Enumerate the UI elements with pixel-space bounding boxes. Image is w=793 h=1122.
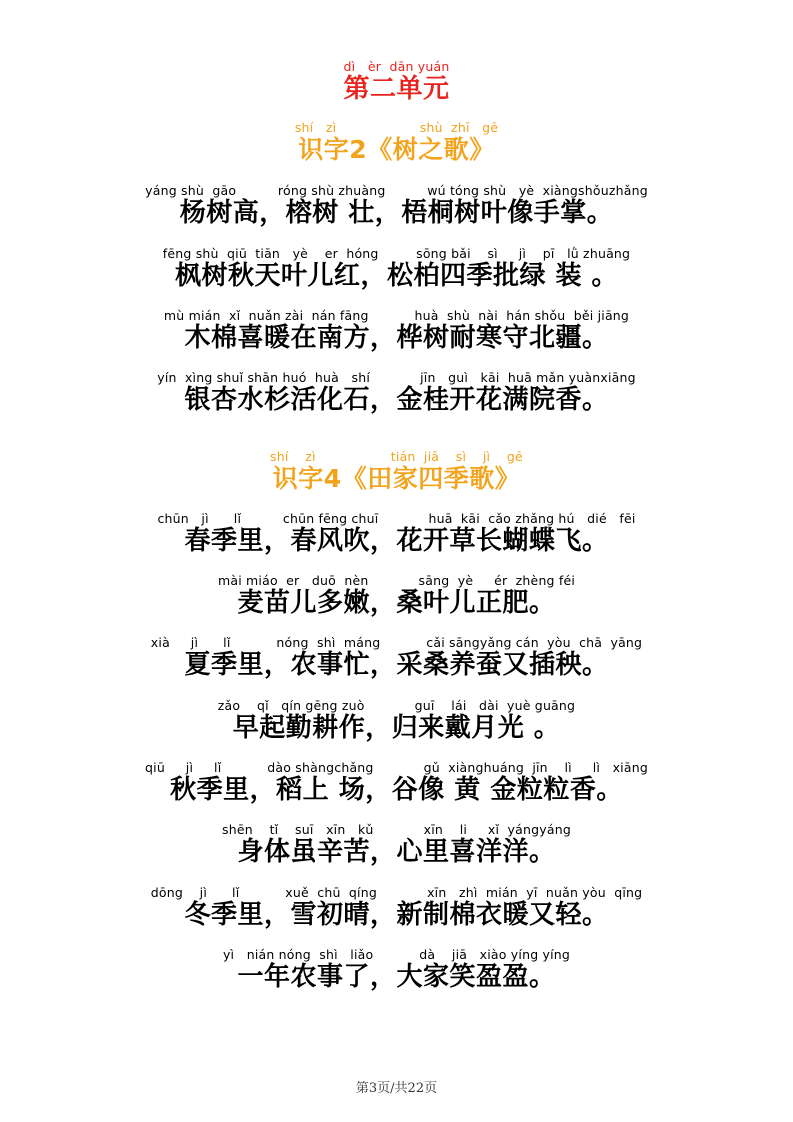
section-2-heading xyxy=(0,450,793,494)
line-pinyin: mài miáo er duō nèn sāng yè ér zhèng féi xyxy=(217,573,576,588)
poem-line xyxy=(0,184,793,228)
unit-title: 第二单元 xyxy=(343,74,450,104)
line-text: 木棉喜暖在南方，桦树耐寒守北疆。 xyxy=(184,323,609,353)
line-text: 早起勤耕作，归来戴月光 。 xyxy=(232,713,561,743)
line-pinyin: yì nián nóng shì liǎo dà jiā xiào yíng yíng xyxy=(222,947,571,962)
line-text: 银杏水杉活化石，金桂开花满院香。 xyxy=(184,385,609,415)
poem-line xyxy=(0,948,793,992)
poem-line xyxy=(0,823,793,867)
section-2-title: 识字4《田家四季歌》 xyxy=(272,464,521,493)
line-pinyin: chūn jì lǐ chūn fēng chuī huā kāi cǎo zhǎng hú dié fēi xyxy=(157,511,636,526)
line-pinyin: yín xìng shuǐ shān huó huà shí jīn guì kāi huā mǎn yuànxiāng xyxy=(157,370,636,385)
section-1-pinyin: shí zì shù zhī gē xyxy=(294,120,499,135)
line-pinyin: yáng shù gāo róng shù zhuàng wú tóng shù yè xiàngshǒuzhǎng xyxy=(145,183,648,198)
line-text: 一年农事了，大家笑盈盈。 xyxy=(237,962,556,992)
line-pinyin: mù mián xǐ nuǎn zài nán fāng huà shù nài hán shǒu běi jiāng xyxy=(163,308,630,323)
line-text: 身体虽辛苦，心里喜洋洋。 xyxy=(237,837,556,867)
line-text: 秋季里，稻上 场，谷像 黄 金粒粒香。 xyxy=(170,775,623,805)
line-pinyin: qiū jì lǐ dào shàngchǎng gǔ xiànghuáng jīn lì lì xiāng xyxy=(145,760,648,775)
line-pinyin: shēn tǐ suī xīn kǔ xīn li xǐ yángyáng xyxy=(222,822,571,837)
line-text: 枫树秋天叶儿红，松柏四季批绿 装 。 xyxy=(174,261,619,291)
poem-line xyxy=(0,309,793,353)
section-2-pinyin: shí zì tián jiā sì jì gē xyxy=(270,449,523,464)
poem-line xyxy=(0,699,793,743)
line-text: 杨树高，榕树 壮，梧桐树叶像手掌。 xyxy=(179,198,614,228)
line-pinyin: dōng jì lǐ xuě chū qíng xīn zhì mián yī nuǎn yòu qīng xyxy=(150,885,643,900)
line-pinyin: zǎo qǐ qín gēng zuò guī lái dài yuè guāng xyxy=(217,698,576,713)
line-text: 冬季里，雪初晴，新制棉衣暖又轻。 xyxy=(184,900,609,930)
section-1-title: 识字2《树之歌》 xyxy=(298,135,495,164)
poem-line xyxy=(0,512,793,556)
poem-line xyxy=(0,636,793,680)
section-1-heading xyxy=(0,121,793,165)
unit-heading xyxy=(0,60,793,104)
page-number: 第3页/共22页 xyxy=(355,1081,438,1096)
poem-line xyxy=(0,761,793,805)
line-text: 春季里，春风吹，花开草长蝴蝶飞。 xyxy=(184,526,609,556)
line-text: 夏季里，农事忙，采桑养蚕又插秧。 xyxy=(184,650,609,680)
unit-pinyin: dì èr dān yuán xyxy=(343,59,450,74)
poem-line xyxy=(0,247,793,291)
poem-line xyxy=(0,574,793,618)
line-pinyin: xià jì lǐ nóng shì máng cǎi sāngyǎng cán yòu chā yāng xyxy=(150,635,643,650)
poem-line xyxy=(0,371,793,415)
line-text: 麦苗儿多嫩，桑叶儿正肥。 xyxy=(237,588,556,618)
poem-line xyxy=(0,886,793,930)
line-pinyin: fēng shù qiū tiān yè er hóng sōng bǎi sì jì pī lǜ zhuāng xyxy=(162,246,631,261)
